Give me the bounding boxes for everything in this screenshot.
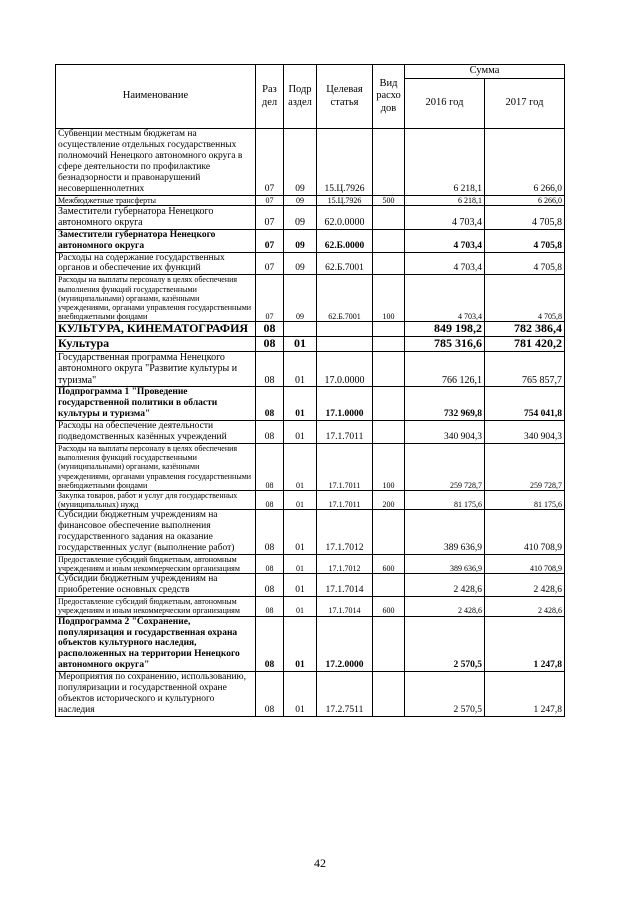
row-sum-2017: 1 247,8 <box>485 672 565 717</box>
table-row <box>56 229 565 252</box>
row-sum-2016: 849 198,2 <box>405 322 485 337</box>
table-row <box>56 337 565 352</box>
row-name: Расходы на выплаты персоналу в целях обеспечения выполнения функций государственными (муниципальными) органами, казёнными учреждениями, органами управления государственными внебюджетными фондами <box>56 444 256 491</box>
header-2017: 2017 год <box>485 79 565 129</box>
row-sum-2016: 2 570,5 <box>405 616 485 672</box>
row-sum-2017: 4 705,8 <box>485 275 565 322</box>
row-target-article: 17.1.7011 <box>317 421 373 444</box>
row-sum-2016: 6 218,1 <box>405 129 485 196</box>
row-razdel: 08 <box>256 351 284 387</box>
row-expense-type: 200 <box>373 490 405 509</box>
row-target-article: 62.Б.0000 <box>317 229 373 252</box>
row-sum-2017: 4 705,8 <box>485 252 565 275</box>
row-podrazdel: 01 <box>284 672 317 717</box>
row-expense-type <box>373 672 405 717</box>
table-body <box>56 129 565 717</box>
table-row <box>56 252 565 275</box>
row-podrazdel: 01 <box>284 616 317 672</box>
row-podrazdel: 09 <box>284 252 317 275</box>
page-number: 42 <box>314 856 326 870</box>
row-razdel: 07 <box>256 229 284 252</box>
header-expense-type: Вид расхо дов <box>373 65 405 129</box>
row-name: Субвенции местным бюджетам на осуществление отдельных государственных полномочий Ненецкого автономного округа в сфере деятельности по профилактике безнадзорности и правонарушений несовершеннолетних <box>56 129 256 196</box>
header-sum: Сумма <box>405 65 565 79</box>
row-razdel: 08 <box>256 597 284 616</box>
row-name: Субсидии бюджетным учреждениям на приобретение основных средств <box>56 574 256 597</box>
row-name: Предоставление субсидий бюджетным, автономным учреждениям и иным некоммерческим организациям <box>56 597 256 616</box>
row-podrazdel: 01 <box>284 351 317 387</box>
row-podrazdel: 09 <box>284 129 317 196</box>
row-razdel: 08 <box>256 555 284 574</box>
row-razdel: 08 <box>256 510 284 555</box>
row-sum-2017: 4 705,8 <box>485 205 565 229</box>
row-sum-2016: 4 703,4 <box>405 275 485 322</box>
row-expense-type <box>373 351 405 387</box>
row-target-article: 17.1.7012 <box>317 555 373 574</box>
row-sum-2017: 2 428,6 <box>485 574 565 597</box>
row-razdel: 08 <box>256 616 284 672</box>
row-sum-2017: 6 266,0 <box>485 195 565 205</box>
table-row <box>56 490 565 509</box>
row-razdel: 07 <box>256 195 284 205</box>
row-sum-2016: 2 428,6 <box>405 597 485 616</box>
row-expense-type: 100 <box>373 444 405 491</box>
row-sum-2016: 6 218,1 <box>405 195 485 205</box>
row-podrazdel: 01 <box>284 387 317 421</box>
row-podrazdel: 01 <box>284 337 317 352</box>
row-sum-2016: 4 703,4 <box>405 229 485 252</box>
row-target-article: 17.1.7012 <box>317 510 373 555</box>
row-expense-type <box>373 337 405 352</box>
table-row <box>56 444 565 491</box>
row-expense-type: 600 <box>373 597 405 616</box>
row-target-article: 62.Б.7001 <box>317 275 373 322</box>
header-2016: 2016 год <box>405 79 485 129</box>
table-row <box>56 322 565 337</box>
row-target-article: 15.Ц.7926 <box>317 195 373 205</box>
row-podrazdel: 09 <box>284 195 317 205</box>
table-row <box>56 129 565 196</box>
row-expense-type <box>373 387 405 421</box>
table-row <box>56 672 565 717</box>
row-target-article: 17.2.7511 <box>317 672 373 717</box>
row-target-article: 15.Ц.7926 <box>317 129 373 196</box>
row-sum-2016: 389 636,9 <box>405 555 485 574</box>
row-sum-2016: 2 570,5 <box>405 672 485 717</box>
row-razdel: 08 <box>256 490 284 509</box>
row-name: Государственная программа Ненецкого автономного округа "Развитие культуры и туризма" <box>56 351 256 387</box>
row-expense-type <box>373 129 405 196</box>
row-expense-type: 100 <box>373 275 405 322</box>
row-sum-2016: 4 703,4 <box>405 252 485 275</box>
row-podrazdel: 01 <box>284 421 317 444</box>
row-podrazdel: 01 <box>284 444 317 491</box>
row-expense-type <box>373 252 405 275</box>
table-row <box>56 195 565 205</box>
header-razdel: Раз дел <box>256 65 284 129</box>
row-name: Культура <box>56 337 256 352</box>
table-row <box>56 387 565 421</box>
row-razdel: 07 <box>256 129 284 196</box>
table-row <box>56 351 565 387</box>
row-sum-2016: 785 316,6 <box>405 337 485 352</box>
row-name: Предоставление субсидий бюджетным, автономным учреждениям и иным некоммерческим организациям <box>56 555 256 574</box>
row-expense-type <box>373 574 405 597</box>
row-expense-type <box>373 322 405 337</box>
row-target-article: 17.1.7014 <box>317 597 373 616</box>
row-podrazdel: 09 <box>284 275 317 322</box>
row-razdel: 08 <box>256 574 284 597</box>
row-razdel: 08 <box>256 444 284 491</box>
row-name: Расходы на содержание государственных органов и обеспечение их функций <box>56 252 256 275</box>
table-row <box>56 421 565 444</box>
row-target-article <box>317 322 373 337</box>
row-name: Закупка товаров, работ и услуг для государственных (муниципальных) нужд <box>56 490 256 509</box>
row-sum-2016: 4 703,4 <box>405 205 485 229</box>
row-sum-2016: 2 428,6 <box>405 574 485 597</box>
row-podrazdel: 01 <box>284 510 317 555</box>
row-sum-2017: 782 386,4 <box>485 322 565 337</box>
row-name: Расходы на обеспечение деятельности подведомственных казённых учреждений <box>56 421 256 444</box>
table-row <box>56 616 565 672</box>
row-sum-2017: 6 266,0 <box>485 129 565 196</box>
row-podrazdel: 01 <box>284 574 317 597</box>
row-target-article: 17.2.0000 <box>317 616 373 672</box>
row-target-article: 17.1.7011 <box>317 490 373 509</box>
header-podrazdel: Подр аздел <box>284 65 317 129</box>
row-razdel: 08 <box>256 337 284 352</box>
row-sum-2017: 410 708,9 <box>485 510 565 555</box>
row-sum-2017: 81 175,6 <box>485 490 565 509</box>
row-razdel: 07 <box>256 252 284 275</box>
row-expense-type <box>373 510 405 555</box>
row-sum-2016: 340 904,3 <box>405 421 485 444</box>
row-expense-type: 600 <box>373 555 405 574</box>
row-expense-type: 500 <box>373 195 405 205</box>
row-podrazdel: 01 <box>284 490 317 509</box>
row-sum-2016: 766 126,1 <box>405 351 485 387</box>
row-podrazdel: 01 <box>284 555 317 574</box>
header-target-article: Целевая статья <box>317 65 373 129</box>
row-podrazdel: 09 <box>284 229 317 252</box>
header-name: Наименование <box>56 65 256 129</box>
row-expense-type <box>373 229 405 252</box>
row-expense-type <box>373 205 405 229</box>
row-target-article: 17.1.7011 <box>317 444 373 491</box>
row-name: Субсидии бюджетным учреждениям на финансовое обеспечение выполнения государственного задания на оказание государственных услуг (выполнение работ) <box>56 510 256 555</box>
row-sum-2016: 732 969,8 <box>405 387 485 421</box>
row-podrazdel: 01 <box>284 597 317 616</box>
row-razdel: 08 <box>256 421 284 444</box>
row-sum-2016: 81 175,6 <box>405 490 485 509</box>
row-sum-2017: 1 247,8 <box>485 616 565 672</box>
row-name: Подпрограмма 2 "Сохранение, популяризация и государственная охрана объектов культурного наследия, расположенных на территории Ненецкого автономного округа" <box>56 616 256 672</box>
row-name: Заместители губернатора Ненецкого автономного округа <box>56 229 256 252</box>
row-razdel: 07 <box>256 205 284 229</box>
row-target-article: 62.0.0000 <box>317 205 373 229</box>
row-name: Заместители губернатора Ненецкого автономного округа <box>56 205 256 229</box>
row-sum-2017: 765 857,7 <box>485 351 565 387</box>
row-sum-2017: 340 904,3 <box>485 421 565 444</box>
row-sum-2016: 389 636,9 <box>405 510 485 555</box>
table-row <box>56 275 565 322</box>
row-sum-2017: 781 420,2 <box>485 337 565 352</box>
table-row <box>56 510 565 555</box>
row-razdel: 08 <box>256 672 284 717</box>
row-expense-type <box>373 421 405 444</box>
row-name: Межбюджетные трансферты <box>56 195 256 205</box>
row-name: Мероприятия по сохранению, использованию, популяризации и государственной охране объектов исторического и культурного наследия <box>56 672 256 717</box>
row-razdel: 07 <box>256 275 284 322</box>
row-name: Расходы на выплаты персоналу в целях обеспечения выполнения функций государственными (муниципальными) органами, казёнными учреждениями, органами управления государственными внебюджетными фондами <box>56 275 256 322</box>
row-name: Подпрограмма 1 "Проведение государственной политики в области культуры и туризма" <box>56 387 256 421</box>
table-row <box>56 597 565 616</box>
row-expense-type <box>373 616 405 672</box>
row-podrazdel: 09 <box>284 205 317 229</box>
row-podrazdel <box>284 322 317 337</box>
table-row <box>56 205 565 229</box>
row-sum-2017: 259 728,7 <box>485 444 565 491</box>
row-razdel: 08 <box>256 322 284 337</box>
budget-table <box>55 64 565 717</box>
row-sum-2017: 410 708,9 <box>485 555 565 574</box>
table-row <box>56 555 565 574</box>
row-sum-2016: 259 728,7 <box>405 444 485 491</box>
row-target-article: 17.1.0000 <box>317 387 373 421</box>
row-sum-2017: 754 041,8 <box>485 387 565 421</box>
row-target-article: 17.1.7014 <box>317 574 373 597</box>
row-target-article: 62.Б.7001 <box>317 252 373 275</box>
row-sum-2017: 4 705,8 <box>485 229 565 252</box>
row-target-article <box>317 337 373 352</box>
row-sum-2017: 2 428,6 <box>485 597 565 616</box>
row-razdel: 08 <box>256 387 284 421</box>
row-target-article: 17.0.0000 <box>317 351 373 387</box>
table-row <box>56 574 565 597</box>
row-name: КУЛЬТУРА, КИНЕМАТОГРАФИЯ <box>56 322 256 337</box>
